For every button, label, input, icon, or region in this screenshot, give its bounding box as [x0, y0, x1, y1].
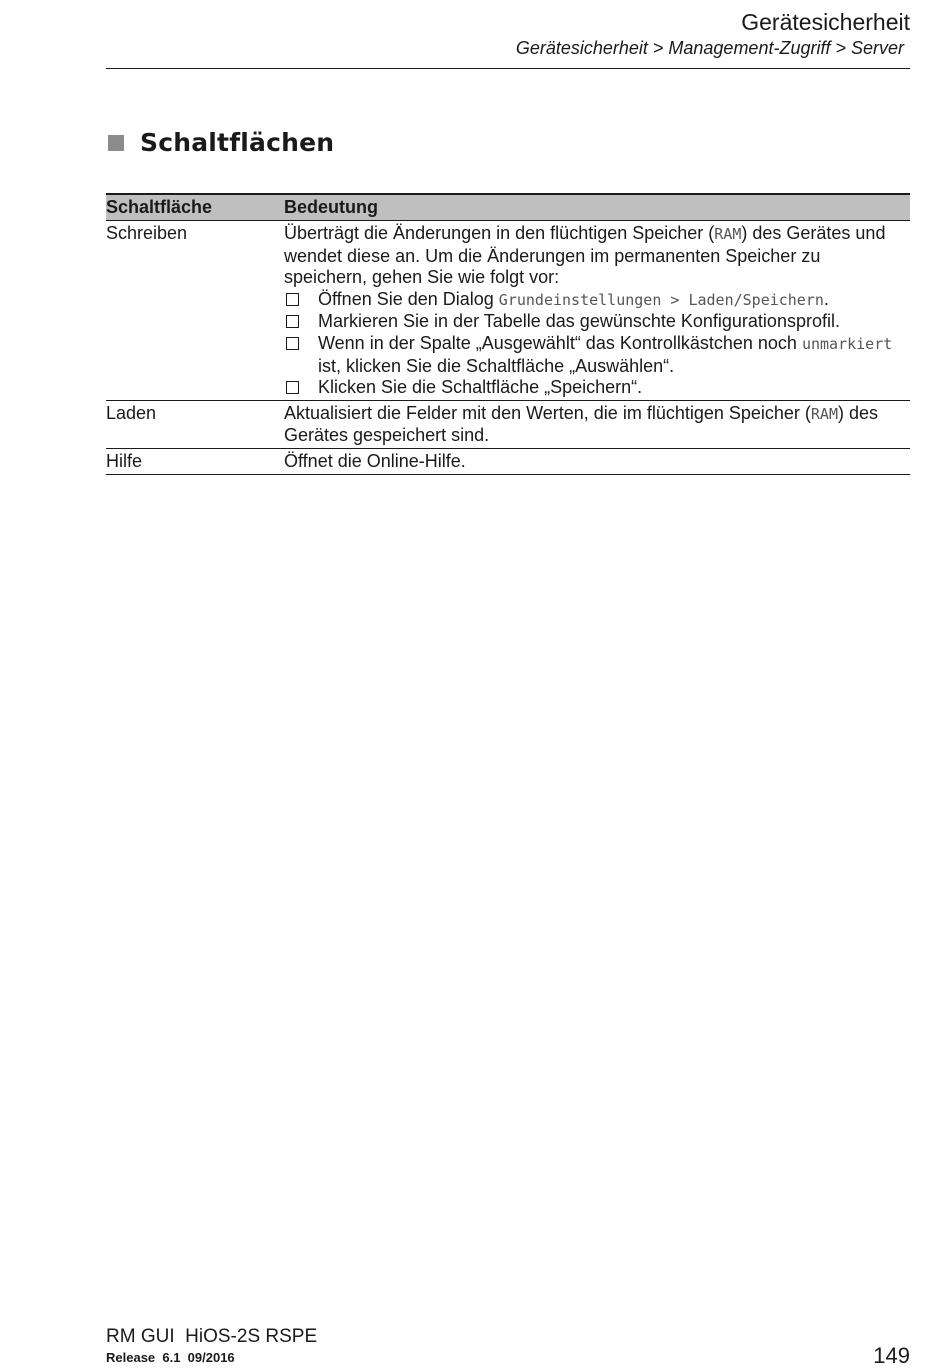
list-item: [284, 289, 900, 312]
step-text: Markieren Sie in der Tabelle das gewünschte Konfigurationsprofil.: [318, 311, 840, 332]
page-number: 149: [873, 1343, 910, 1368]
table-row: [106, 401, 910, 449]
step-list: [284, 289, 900, 399]
square-bullet-icon: [108, 135, 124, 151]
list-item: [284, 311, 900, 333]
footer-product: RM GUI HiOS-2S RSPE: [106, 1326, 318, 1347]
description-text: Öffnet die Online-Hilfe.: [284, 450, 466, 471]
checkbox-square-icon: [284, 333, 318, 377]
list-item: [284, 377, 900, 399]
description-text: Überträgt die Änderungen in den flüchtigen Speicher (: [284, 223, 715, 243]
table-row: [106, 449, 910, 475]
step-text: .: [823, 288, 829, 309]
table-header: [106, 193, 910, 221]
row-button-name: Laden: [106, 402, 157, 423]
step-text: Öffnen Sie den Dialog: [318, 288, 499, 309]
code-text: RAM: [810, 404, 838, 423]
step-text: ist, klicken Sie die Schaltfläche „Auswählen“.: [318, 355, 675, 376]
checkbox-square-icon: [284, 289, 318, 312]
row-button-name: Hilfe: [106, 450, 143, 471]
checkbox-square-icon: [284, 311, 318, 333]
breadcrumb: Gerätesicherheit > Management-Zugriff > Server: [515, 38, 904, 58]
buttons-table: [106, 193, 910, 475]
page-header-title: Gerätesicherheit: [741, 9, 910, 35]
code-text: RAM: [714, 225, 742, 243]
column-header-button: Schaltfläche: [106, 196, 213, 217]
header-divider: [106, 68, 910, 69]
step-text: Wenn in der Spalte „Ausgewählt“ das Kontrollkästchen noch: [318, 332, 802, 353]
row-description: [284, 223, 910, 399]
code-text: Grundeinstellungen > Laden/Speichern: [498, 290, 824, 309]
section-title: Schaltflächen: [140, 128, 335, 157]
step-text: Klicken Sie die Schaltfläche „Speichern“.: [318, 377, 643, 398]
row-button-name: Schreiben: [106, 223, 188, 243]
row-description: [284, 403, 910, 447]
table-row: [106, 221, 910, 401]
row-description: [284, 451, 910, 473]
footer-release: Release 6.1 09/2016: [106, 1350, 235, 1365]
description-text: ) des Gerätes gespeichert sind.: [284, 402, 879, 446]
code-text: unmarkiert: [801, 334, 893, 353]
description-text: Aktualisiert die Felder mit den Werten, die im flüchtigen Speicher (: [284, 402, 811, 423]
list-item: [284, 333, 900, 377]
checkbox-square-icon: [284, 377, 318, 399]
description-text: ) des Gerätes und wendet diese an. Um die Änderungen im permanenten Speicher zu speichern, gehen Sie wie folgt vor:: [284, 223, 886, 288]
column-header-meaning: Bedeutung: [284, 196, 378, 217]
section-heading: [108, 128, 334, 157]
